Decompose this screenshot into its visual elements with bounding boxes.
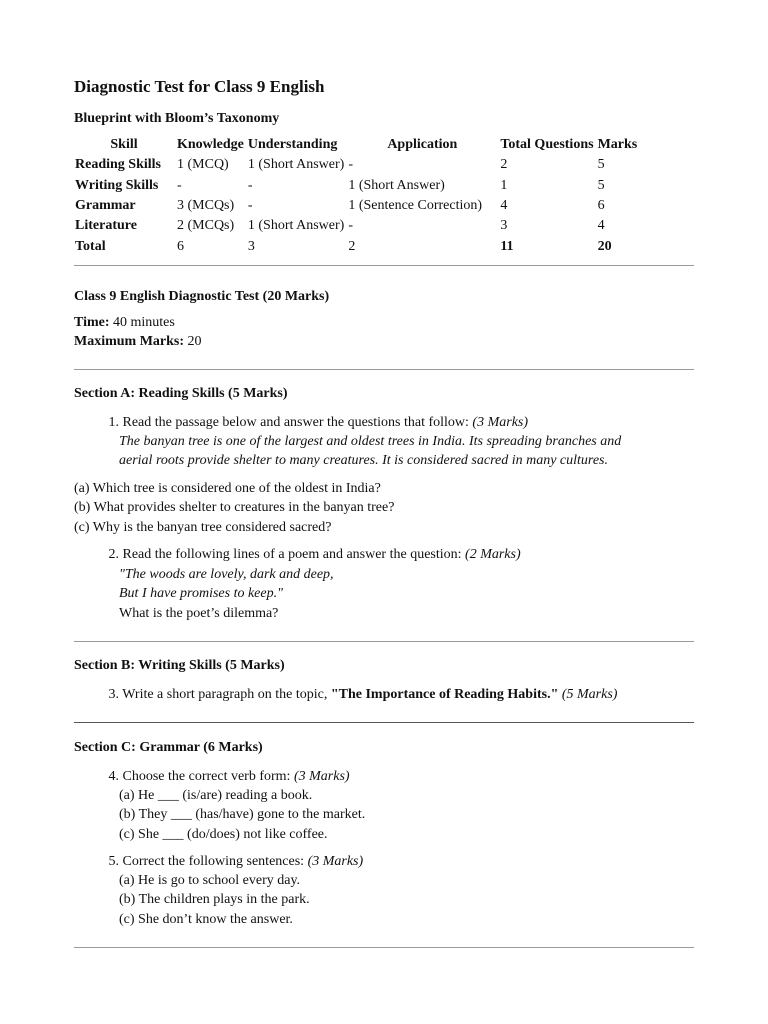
question-marks: (3 Marks)	[307, 854, 364, 869]
question-number: 3.	[108, 687, 119, 702]
col-header-skill: Skill	[110, 137, 138, 153]
divider	[74, 722, 694, 723]
table-cell: 1 (Sentence Correction)	[348, 198, 483, 214]
question-marks: (5 Marks)	[558, 687, 618, 702]
section-c-heading: Section C: Grammar (6 Marks)	[74, 740, 263, 755]
table-cell: 1	[500, 177, 508, 193]
table-cell: Reading Skills	[75, 157, 161, 173]
option-line: (b) They ___ (has/have) gone to the market.	[119, 807, 366, 822]
passage-line: aerial roots provide shelter to many creatures. It is considered sacred in many cultures.	[119, 453, 609, 468]
table-cell: Total	[75, 238, 106, 254]
question-text: Correct the following sentences:	[122, 854, 308, 869]
col-header-knowledge: Knowledge	[177, 137, 244, 153]
table-cell: Literature	[75, 218, 137, 234]
table-cell: Grammar	[75, 198, 136, 214]
poem-line: "The woods are lovely, dark and deep,	[119, 567, 334, 582]
question-text: Read the passage below and answer the questions that follow:	[122, 415, 473, 430]
table-row	[73, 196, 639, 216]
table-cell: -	[348, 157, 353, 173]
table-cell: 2 (MCQs)	[177, 218, 235, 234]
table-cell: 20	[597, 238, 612, 254]
sub-question: (a) Which tree is considered one of the oldest in India?	[74, 481, 381, 496]
table-cell: -	[247, 198, 253, 214]
max-marks-line	[74, 332, 202, 352]
table-cell: -	[348, 218, 353, 234]
table-row	[73, 216, 639, 236]
document-title: Diagnostic Test for Class 9 English	[74, 77, 325, 96]
sub-question: (b) What provides shelter to creatures in the banyan tree?	[74, 500, 395, 515]
option-line: (c) She don’t know the answer.	[119, 912, 293, 927]
option-line: (a) He ___ (is/are) reading a book.	[119, 788, 313, 803]
table-cell: 5	[597, 157, 605, 173]
table-cell: 1 (Short Answer)	[247, 218, 345, 234]
question-number: 1.	[108, 415, 119, 430]
table-total-row	[73, 236, 639, 256]
time-label: Time:	[74, 315, 110, 330]
passage-line: The banyan tree is one of the largest and oldest trees in India. Its spreading branches and	[119, 434, 622, 449]
question-marks: (3 Marks)	[472, 415, 529, 430]
question-marks: (3 Marks)	[293, 769, 350, 784]
table-cell: 1 (Short Answer)	[247, 157, 345, 173]
divider	[74, 641, 694, 642]
option-line: (a) He is go to school every day.	[119, 873, 301, 888]
col-header-total-questions: Total Questions	[500, 137, 594, 153]
table-cell: 1 (Short Answer)	[348, 177, 445, 193]
table-cell: 3	[247, 238, 255, 254]
table-cell: 4	[500, 198, 508, 214]
question-marks: (2 Marks)	[465, 547, 521, 562]
col-header-marks: Marks	[597, 137, 638, 153]
divider	[74, 369, 694, 370]
col-header-understanding: Understanding	[247, 137, 338, 153]
table-header-row	[73, 135, 639, 155]
question-1	[74, 413, 528, 433]
section-b-heading: Section B: Writing Skills (5 Marks)	[74, 658, 285, 673]
poem-line: But I have promises to keep."	[119, 586, 283, 601]
option-line: (c) She ___ (do/does) not like coffee.	[119, 827, 328, 842]
table-row	[73, 155, 639, 175]
table-cell: 1 (MCQ)	[177, 157, 229, 173]
blueprint-heading: Blueprint with Bloom’s Taxonomy	[74, 111, 280, 126]
question-4	[74, 767, 350, 787]
question-text: Write a short paragraph on the topic,	[122, 687, 331, 702]
time-line	[74, 313, 175, 333]
option-line: (b) The children plays in the park.	[119, 892, 310, 907]
question-number: 2.	[108, 547, 119, 562]
divider	[74, 265, 694, 266]
table-row	[73, 176, 639, 196]
col-header-application: Application	[387, 137, 458, 153]
table-cell: -	[177, 177, 182, 193]
table-cell: 4	[597, 218, 605, 234]
divider	[74, 947, 694, 948]
question-text: Read the following lines of a poem and answer the question:	[122, 547, 466, 562]
table-cell: -	[247, 177, 253, 193]
table-cell: Writing Skills	[75, 177, 159, 193]
question-5	[74, 852, 363, 872]
time-value: 40 minutes	[109, 315, 175, 330]
max-marks-label: Maximum Marks:	[74, 334, 185, 349]
blueprint-table	[73, 135, 639, 257]
question-number: 5.	[108, 854, 119, 869]
table-cell: 11	[500, 238, 514, 254]
table-cell: 3	[500, 218, 508, 234]
poem-question: What is the poet’s dilemma?	[119, 606, 279, 621]
table-cell: 5	[597, 177, 605, 193]
question-number: 4.	[108, 769, 119, 784]
sub-question: (c) Why is the banyan tree considered sacred?	[74, 520, 332, 535]
table-cell: 3 (MCQs)	[177, 198, 235, 214]
max-marks-value: 20	[184, 334, 202, 349]
question-topic: "The Importance of Reading Habits."	[330, 687, 559, 702]
table-cell: 2	[500, 157, 508, 173]
table-cell: 6	[597, 198, 605, 214]
question-text: Choose the correct verb form:	[122, 769, 294, 784]
table-cell: 6	[177, 238, 184, 254]
table-cell: 2	[348, 238, 356, 254]
question-3	[74, 685, 617, 705]
test-heading: Class 9 English Diagnostic Test (20 Marks)	[74, 289, 330, 304]
question-2	[74, 545, 521, 565]
section-a-heading: Section A: Reading Skills (5 Marks)	[74, 386, 288, 401]
